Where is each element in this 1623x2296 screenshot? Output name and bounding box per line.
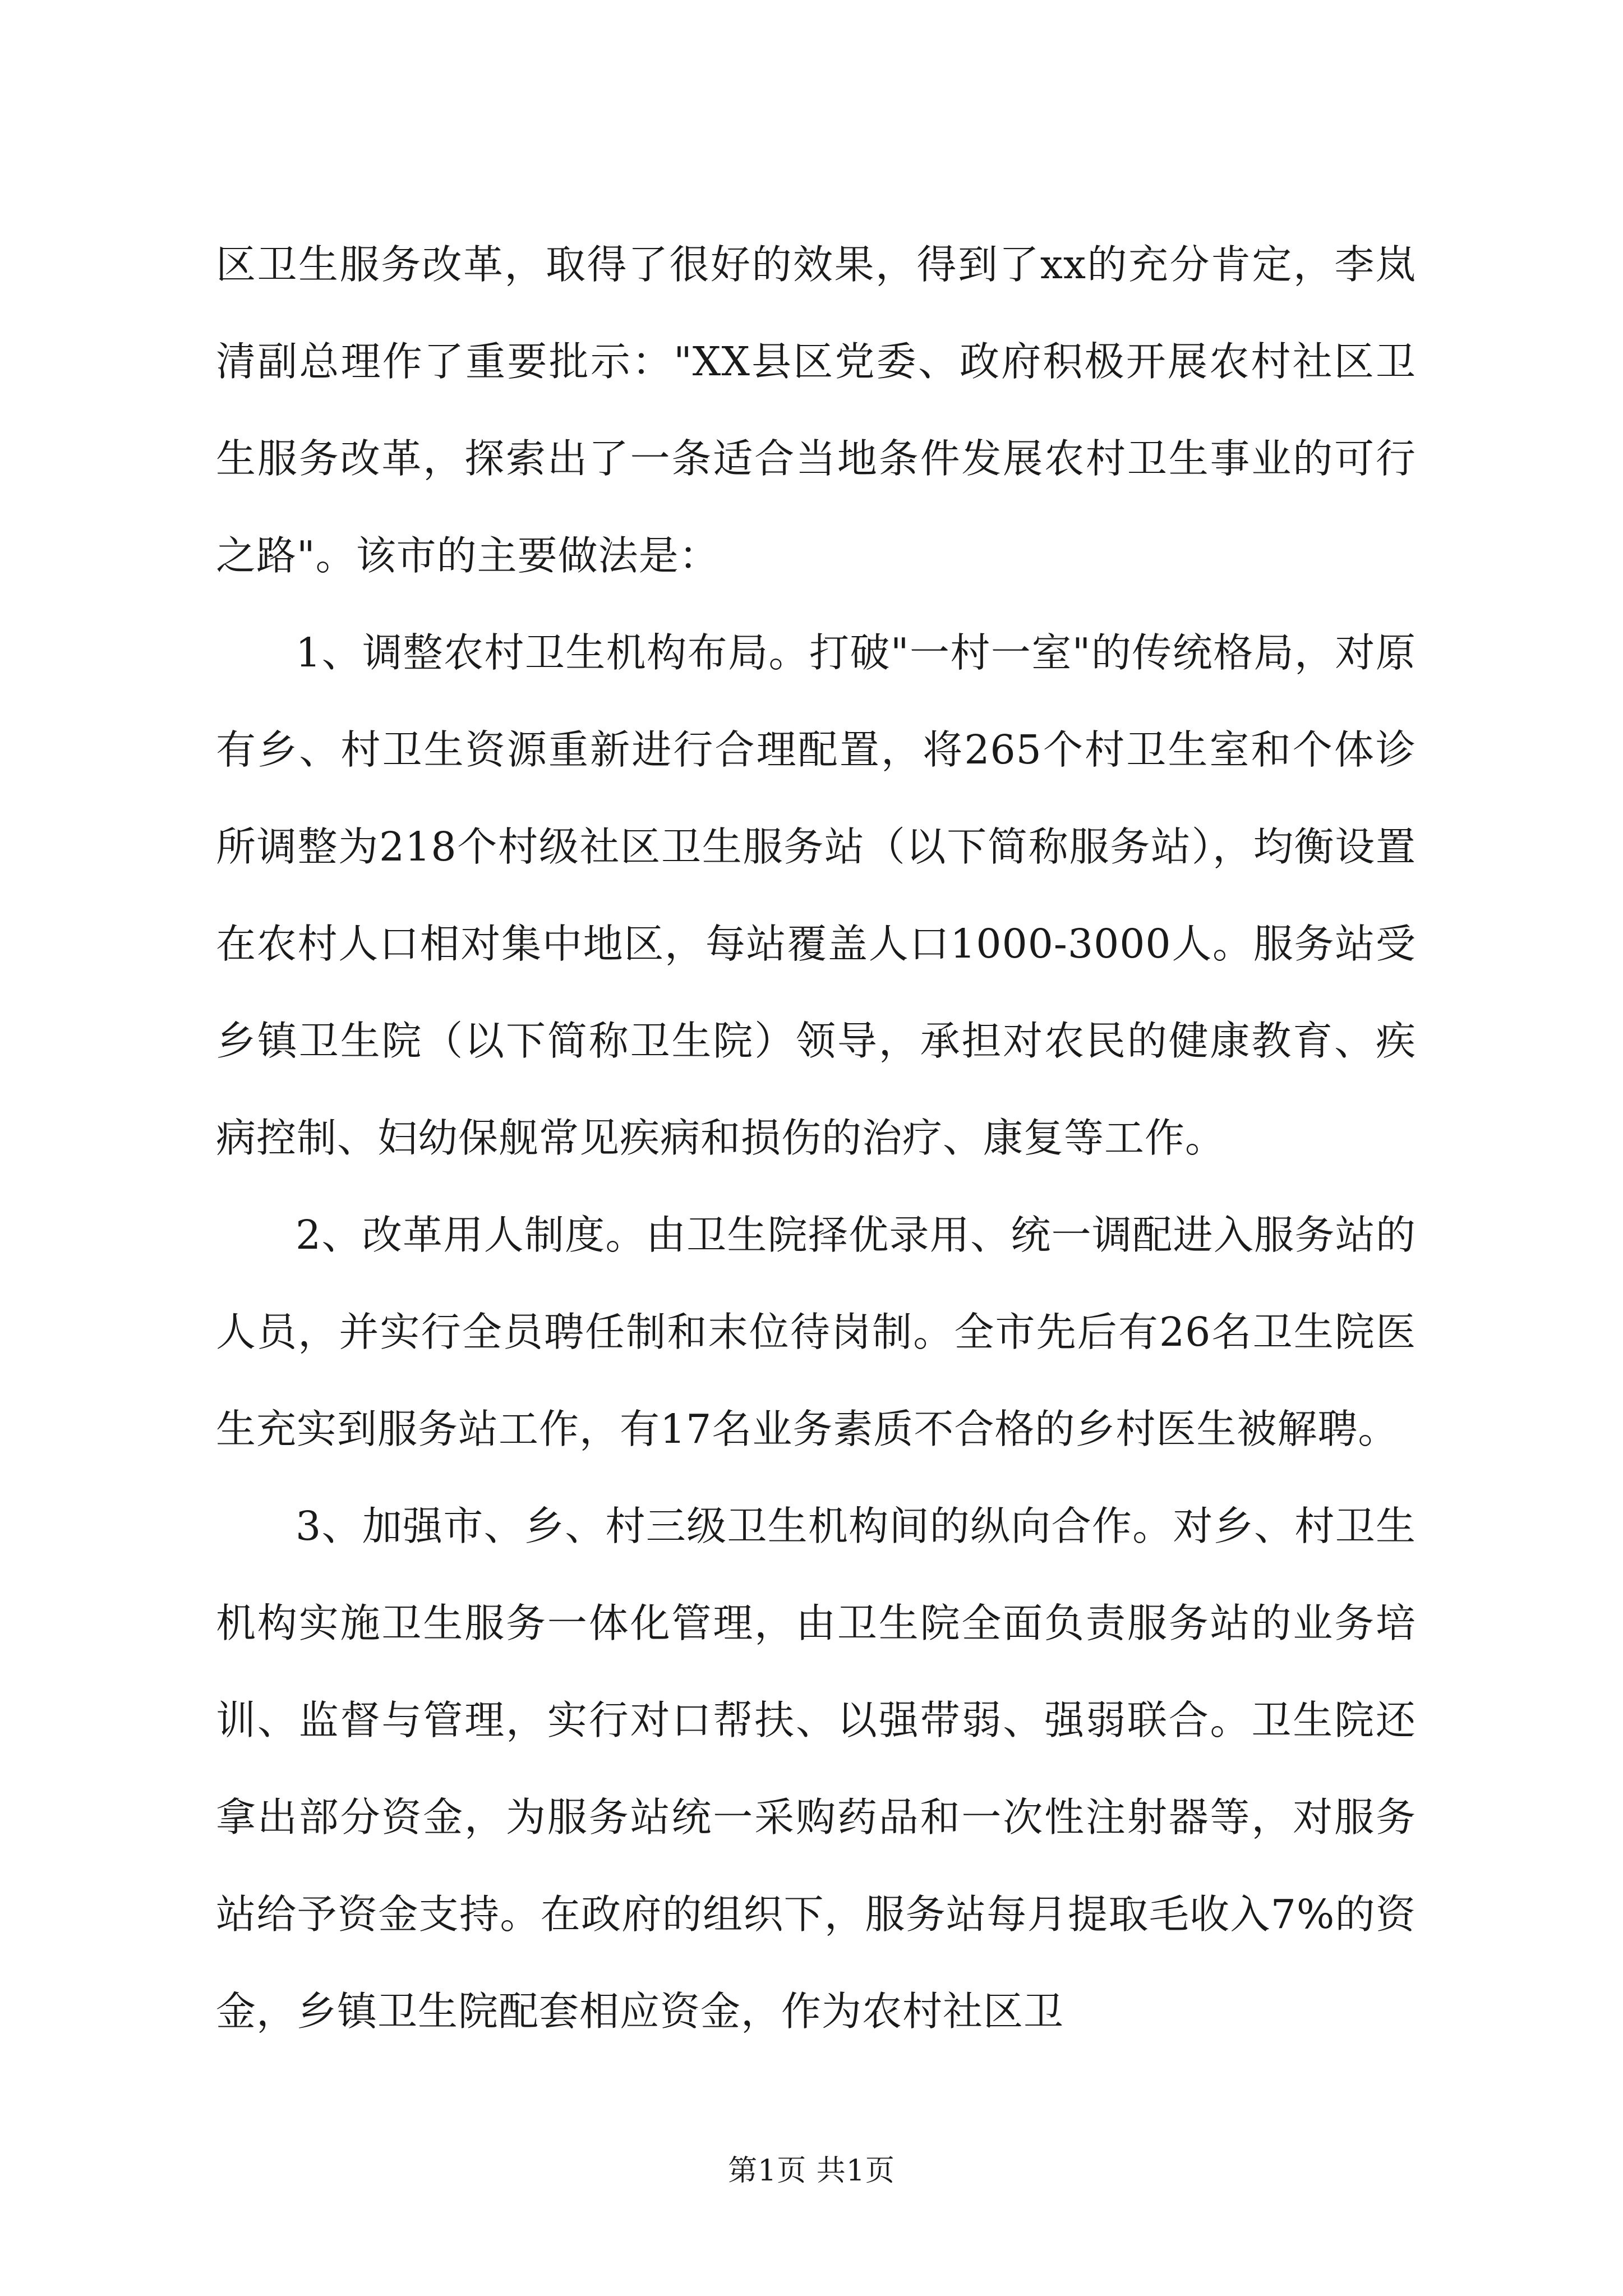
paragraph-item-2: 2、改革用人制度。由卫生院择优录用、统一调配进入服务站的人员，并实行全员聘任制和末位待岗制。全市先后有26名卫生院医生充实到服务站工作，有17名业务素质不合格的乡村医生被解聘。 [216,1212,1416,1452]
paragraph-item-1: 1、调整农村卫生机构布局。打破"一村一室"的传统格局，对原有乡、村卫生资源重新进行合理配置，将265个村卫生室和个体诊所调整为218个村级社区卫生服务站（以下简称服务站），均衡设置在农村人口相对集中地区，每站覆盖人口1000-3000人。服务站受乡镇卫生院（以下简称卫生院）领导，承担对农民的健康教育、疾病控制、妇幼保舰常见疾病和损伤的治疗、康复等工作。 [216,629,1416,1161]
page-footer: 第1页 共1页 [728,2154,895,2188]
paragraph-intro: 区卫生服务改革，取得了很好的效果，得到了xx的充分肯定，李岚清副总理作了重要批示："XX县区党委、政府积极开展农村社区卫生服务改革，探索出了一条适合当地条件发展农村卫生事业的可行之路"。该市的主要做法是： [216,241,1416,579]
document-body [216,216,1416,2060]
paragraph-item-3: 3、加强市、乡、村三级卫生机构间的纵向合作。对乡、村卫生机构实施卫生服务一体化管理，由卫生院全面负责服务站的业务培训、监督与管理，实行对口帮扶、以强带弱、强弱联合。卫生院还拿出部分资金，为服务站统一采购药品和一次性注射器等，对服务站给予资金支持。在政府的组织下，服务站每月提取毛收入7%的资金，乡镇卫生院配套相应资金，作为农村社区卫 [216,1503,1416,2035]
